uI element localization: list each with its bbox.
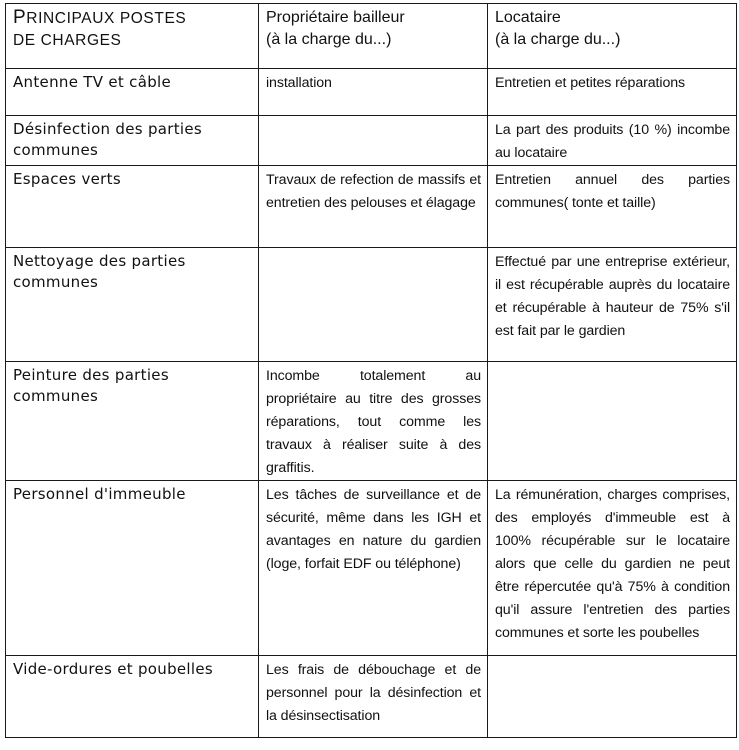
- poste-cell: Désinfection des parties communes: [6, 116, 259, 166]
- locataire-cell: Entretien annuel des parties communes( tonte et taille): [488, 166, 737, 248]
- poste-cell: Vide-ordures et poubelles: [6, 656, 259, 738]
- poste-cell: Personnel d'immeuble: [6, 481, 259, 656]
- table-row: [6, 69, 737, 116]
- locataire-cell: [488, 656, 737, 738]
- header-col1-line2: DE CHARGES: [13, 32, 122, 49]
- header-locataire: [488, 4, 737, 69]
- proprietaire-cell: [259, 248, 488, 362]
- poste-cell: Peinture des parties communes: [6, 362, 259, 481]
- header-initial-letter: P: [13, 7, 27, 28]
- header-col3-line1: Locataire: [495, 9, 561, 26]
- locataire-cell: Entretien et petites réparations: [488, 69, 737, 116]
- table-row: [6, 481, 737, 656]
- table-row: [6, 166, 737, 248]
- proprietaire-cell: Les frais de débouchage et de personnel pour la désinfection et la désinsectisation: [259, 656, 488, 738]
- charges-table: [5, 3, 737, 738]
- header-col2-line2: (à la charge du...): [266, 31, 392, 48]
- poste-cell: Espaces verts: [6, 166, 259, 248]
- header-proprietaire-bailleur: [259, 4, 488, 69]
- proprietaire-cell: Travaux de refection de massifs et entretien des pelouses et élagage: [259, 166, 488, 248]
- poste-cell: Antenne TV et câble: [6, 69, 259, 116]
- table-row: [6, 656, 737, 738]
- proprietaire-cell: [259, 116, 488, 166]
- proprietaire-cell: Incombe totalement au propriétaire au titre des grosses réparations, tout comme les travaux à réaliser suite à des graffitis.: [259, 362, 488, 481]
- proprietaire-cell: Les tâches de surveillance et de sécurité, même dans les IGH et avantages en nature du gardien (loge, forfait EDF ou téléphone): [259, 481, 488, 656]
- header-col3-line2: (à la charge du...): [495, 31, 621, 48]
- header-col1-line1: RINCIPAUX POSTES: [26, 10, 187, 27]
- table-row: [6, 248, 737, 362]
- locataire-cell: [488, 362, 737, 481]
- header-col2-line1: Propriétaire bailleur: [266, 9, 405, 26]
- poste-cell: Nettoyage des parties communes: [6, 248, 259, 362]
- locataire-cell: La part des produits (10 %) incombe au locataire: [488, 116, 737, 166]
- proprietaire-cell: installation: [259, 69, 488, 116]
- table-row: [6, 362, 737, 481]
- table-header-row: [6, 4, 737, 69]
- header-postes-de-charges: [6, 4, 259, 69]
- locataire-cell: La rémunération, charges comprises, des employés d'immeuble est à 100% récupérable sur le locataire alors que celle du gardien ne peut être répercutée qu'à 75% à condition qu'il assure l'entretien des parties communes et sorte les poubelles: [488, 481, 737, 656]
- table-row: [6, 116, 737, 166]
- locataire-cell: Effectué par une entreprise extérieur, il est récupérable auprès du locataire et récupérable à hauteur de 75% s'il est fait par le gardien: [488, 248, 737, 362]
